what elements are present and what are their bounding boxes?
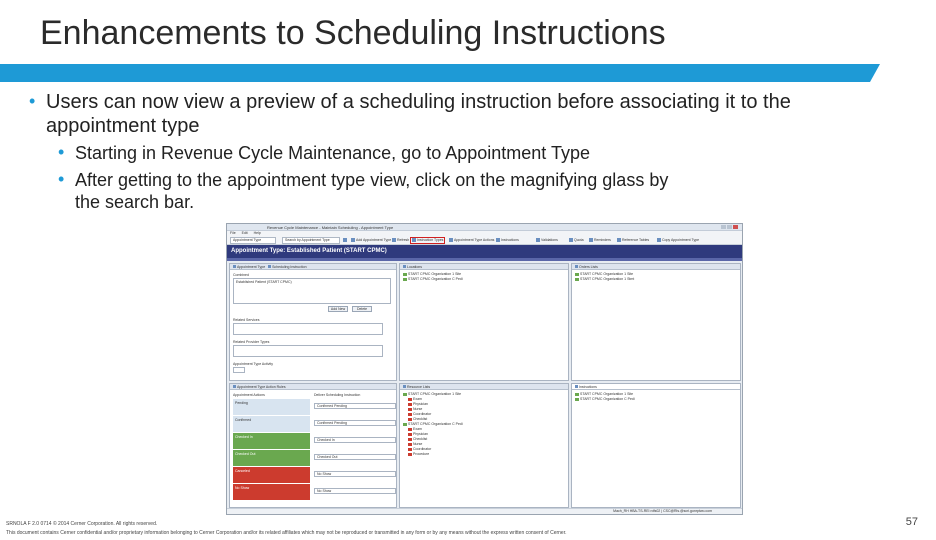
- reminders-button[interactable]: Reminders: [589, 237, 611, 244]
- appointment-type-pane: [229, 263, 397, 381]
- resource-item[interactable]: Physician: [408, 402, 428, 406]
- footer-disclaimer: This document contains Cerner confidential and/or proprietary information belonging to Cerner Corporation and/or its related affiliates which may not be reproduced or transmitted in any form or by any means without the express written consent of Cerner.: [6, 530, 567, 536]
- page-title: Enhancements to Scheduling Instructions: [40, 14, 666, 52]
- menu-help[interactable]: Help: [253, 231, 261, 235]
- tab-scheduling-instruction[interactable]: Scheduling Instruction: [272, 265, 307, 269]
- footer-copyright: SRNOLA F 2.0 0714 © 2014 Cerner Corporation. All rights reserved.: [6, 521, 158, 527]
- bullet-main: [29, 90, 886, 138]
- resource-item[interactable]: Nurse: [408, 407, 422, 411]
- resource-icon: [408, 418, 412, 421]
- search-input[interactable]: Search by Appointment Type: [282, 237, 340, 244]
- action-dropdown[interactable]: No Show: [314, 471, 396, 477]
- resource-icon: [408, 408, 412, 411]
- tab-icon: [575, 385, 578, 388]
- resource-item[interactable]: Exam: [408, 427, 422, 431]
- resource-item[interactable]: Coordinator: [408, 447, 431, 451]
- action-dropdown[interactable]: Confirmed Pending: [314, 403, 396, 409]
- action-dropdown[interactable]: Confirmed Pending: [314, 420, 396, 426]
- resource-icon: [408, 428, 412, 431]
- minimize-icon[interactable]: [721, 225, 726, 229]
- toolbar: [227, 236, 742, 245]
- delete-button[interactable]: Delete: [352, 306, 372, 312]
- tab-orders-lists[interactable]: Orders Lists: [572, 264, 740, 270]
- appointment-type-actions-button[interactable]: Appointment Type Actions: [449, 237, 494, 244]
- bullet-dot-icon: •: [58, 169, 65, 189]
- window-titlebar: [227, 224, 742, 231]
- pane-tabs: [230, 264, 396, 270]
- tab-icon: [268, 265, 271, 268]
- add-appointment-type-button[interactable]: Add Appointment Type: [351, 237, 391, 244]
- related-services-field[interactable]: [233, 323, 383, 335]
- instruction-column-header: Deliver Scheduling Instruction: [314, 393, 361, 397]
- menu-file[interactable]: File: [230, 231, 236, 235]
- instruction-item[interactable]: START CPMC Organization C Pedi: [575, 397, 635, 401]
- resource-icon: [408, 448, 412, 451]
- order-item[interactable]: START CPMC Organization 1 Stmt: [575, 277, 634, 281]
- combined-label: Combined: [233, 273, 249, 277]
- group-icon: [403, 423, 407, 426]
- resource-icon: [408, 438, 412, 441]
- quota-button[interactable]: Quota: [569, 237, 584, 244]
- tab-icon: [233, 265, 236, 268]
- bullet-text: After getting to the appointment type view, click on the magnifying glass by the search bar.: [75, 170, 669, 212]
- bullet-dot-icon: •: [58, 142, 65, 162]
- maximize-icon[interactable]: [727, 225, 732, 229]
- menu-edit[interactable]: Edit: [241, 231, 248, 235]
- type-combo[interactable]: Appointment Type: [230, 237, 276, 244]
- resource-icon: [408, 433, 412, 436]
- instructions-button[interactable]: Instructions: [496, 237, 519, 244]
- bullet-sub-2: [58, 169, 695, 213]
- tab-appointment-type[interactable]: Appointment Type: [237, 265, 266, 269]
- instructions-pane: [571, 383, 741, 508]
- order-item[interactable]: START CPMC Organization 1 Site: [575, 272, 633, 276]
- appointment-header: [227, 245, 742, 261]
- resource-icon: [408, 413, 412, 416]
- action-row[interactable]: Checked In: [233, 433, 310, 449]
- tab-icon: [403, 385, 406, 388]
- location-icon: [403, 278, 407, 281]
- resource-icon: [408, 398, 412, 401]
- tab-icon: [233, 385, 236, 388]
- activity-label: Appointment Type Activity: [233, 362, 274, 366]
- appointment-header-text: Appointment Type: Established Patient (START CPMC): [231, 248, 387, 254]
- resource-item[interactable]: Nurse: [408, 442, 422, 446]
- resource-item[interactable]: Checklist: [408, 417, 427, 421]
- location-item[interactable]: START CPMC Organization 1 Site: [403, 272, 461, 276]
- tab-action-rules[interactable]: Appointment Type Action Rules: [230, 384, 396, 390]
- validations-button[interactable]: Validations: [536, 237, 558, 244]
- action-row[interactable]: Confirmed: [233, 416, 310, 432]
- status-text: Mach_RH HBA-TS-REI rdfs02 | CSC@Rls.@scri.gonrptwo.com: [613, 509, 712, 513]
- header-stripe: [227, 258, 742, 261]
- combined-list[interactable]: [233, 278, 391, 304]
- reference-tables-button[interactable]: Reference Tables: [617, 237, 649, 244]
- resources-pane: [399, 383, 569, 508]
- combined-item[interactable]: Established Patient (START CPMC): [236, 280, 292, 284]
- resource-icon: [408, 403, 412, 406]
- action-dropdown[interactable]: Checked Out: [314, 454, 396, 460]
- resource-group[interactable]: START CPMC Organization C Pedi: [403, 422, 463, 426]
- related-provider-types-label: Related Provider Types: [233, 340, 270, 344]
- instruction-item[interactable]: START CPMC Organization 1 Site: [575, 392, 633, 396]
- status-bar: [227, 508, 742, 514]
- bullet-text: Users can now view a preview of a scheduling instruction before associating it to the appointment type: [46, 91, 791, 137]
- order-icon: [575, 273, 579, 276]
- copy-appointment-type-button[interactable]: Copy Appointment Type: [657, 237, 699, 244]
- resource-item[interactable]: Coordinator: [408, 412, 431, 416]
- resource-group[interactable]: START CPMC Organization 1 Site: [403, 392, 461, 396]
- tab-locations[interactable]: Locations: [400, 264, 568, 270]
- resource-icon: [408, 453, 412, 456]
- action-row[interactable]: Canceled: [233, 467, 310, 483]
- activity-field[interactable]: [233, 367, 245, 373]
- tab-resource-lists[interactable]: Resource Lists: [400, 384, 568, 390]
- resource-item[interactable]: Procedure: [408, 452, 429, 456]
- action-row[interactable]: Checked Out: [233, 450, 310, 466]
- page-number: 57: [905, 516, 918, 528]
- action-row[interactable]: Pending: [233, 399, 310, 415]
- location-icon: [403, 273, 407, 276]
- group-icon: [403, 393, 407, 396]
- add-new-button[interactable]: Add New: [328, 306, 348, 312]
- refresh-button[interactable]: Refresh: [392, 237, 409, 244]
- action-dropdown[interactable]: No Show: [314, 488, 396, 494]
- instruction-icon: [575, 393, 579, 396]
- instruction-types-button[interactable]: Instruction Types: [410, 237, 445, 244]
- action-row[interactable]: No Show: [233, 484, 310, 500]
- action-dropdown[interactable]: Checked In: [314, 437, 396, 443]
- order-icon: [575, 278, 579, 281]
- action-rules-pane: [229, 383, 397, 508]
- related-services-label: Related Services: [233, 318, 260, 322]
- tab-icon: [403, 265, 406, 268]
- app-screenshot: [226, 223, 743, 515]
- resource-icon: [408, 443, 412, 446]
- window-buttons: [720, 225, 740, 230]
- bullet-text: Starting in Revenue Cycle Maintenance, go to Appointment Type: [75, 143, 590, 163]
- title-band: [0, 64, 870, 82]
- instruction-icon: [575, 398, 579, 401]
- bullet-dot-icon: •: [29, 91, 36, 111]
- close-icon[interactable]: [733, 225, 738, 229]
- tab-icon: [575, 265, 578, 268]
- orders-pane: [571, 263, 741, 381]
- window-title: Revenue Cycle Maintenance - Maintain Scheduling - Appointment Type: [267, 225, 394, 230]
- related-provider-types-field[interactable]: [233, 345, 383, 357]
- resource-item[interactable]: Physician: [408, 432, 428, 436]
- search-icon[interactable]: [343, 237, 348, 244]
- actions-column-header: Appointment Actions: [233, 393, 265, 397]
- locations-pane: [399, 263, 569, 381]
- bullet-sub-1: [58, 142, 775, 164]
- tab-instructions[interactable]: Instructions: [572, 384, 740, 390]
- resource-item[interactable]: Checklist: [408, 437, 427, 441]
- location-item[interactable]: START CPMC Organization C Pedi: [403, 277, 463, 281]
- resource-item[interactable]: Exam: [408, 397, 422, 401]
